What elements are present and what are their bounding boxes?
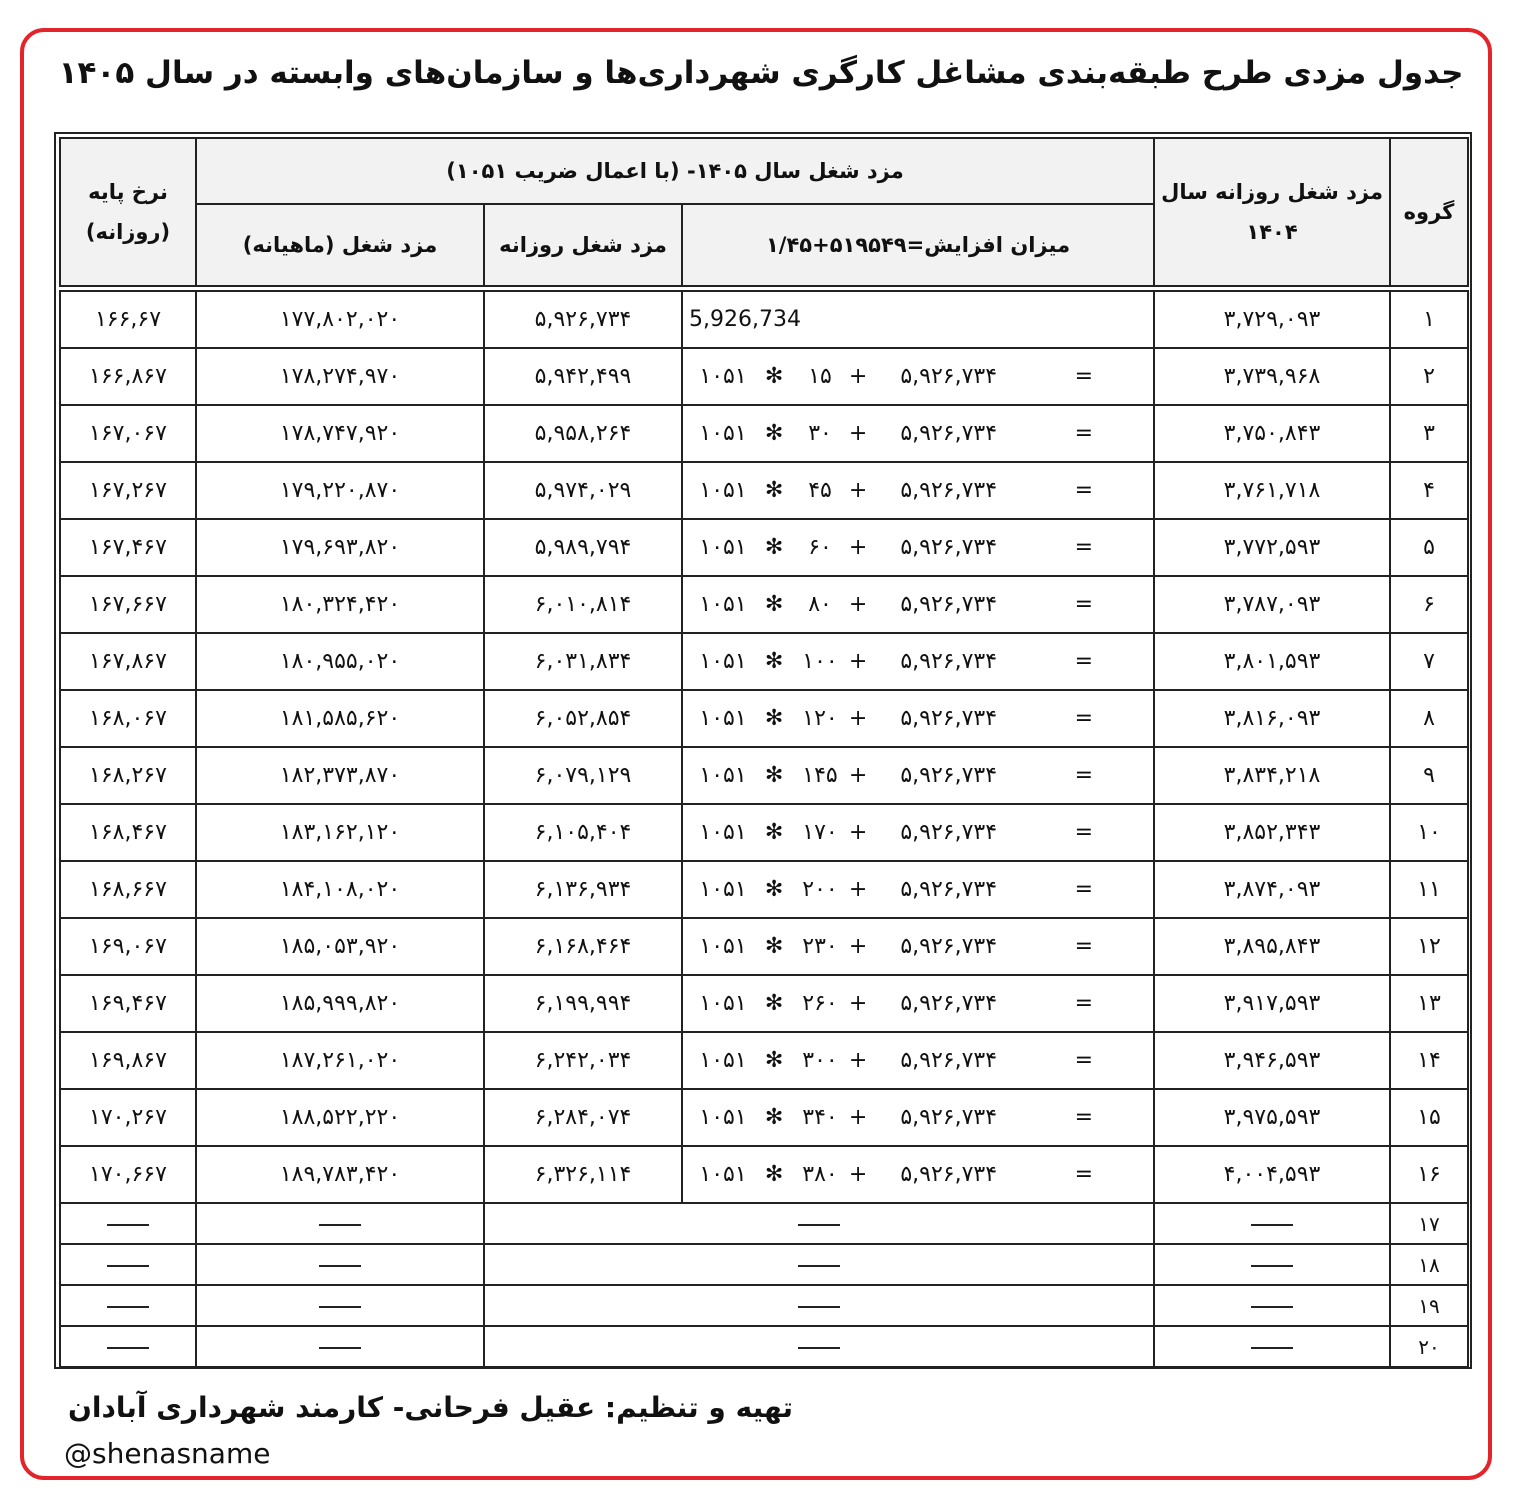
formula-step: ۶۰ — [808, 535, 832, 560]
cell-increase — [682, 576, 1154, 633]
formula-step: ۱۵ — [808, 364, 832, 389]
cell-increase-daily — [484, 1285, 1154, 1326]
header-base-rate: نرخ پایه (روزانه) — [60, 138, 196, 286]
cell-base-rate: ۱۷۰,۲۶۷ — [60, 1089, 196, 1146]
cell-monthly: ۱۸۵,۰۵۳,۹۲۰ — [196, 918, 484, 975]
cell-prev-daily — [1154, 1285, 1390, 1326]
dash-placeholder — [1251, 1306, 1293, 1308]
dash-placeholder — [107, 1265, 149, 1267]
cell-daily: ۶,۲۸۴,۰۷۴ — [484, 1089, 682, 1146]
formula-plus: + — [848, 1162, 868, 1187]
formula-multiplier: ۱۰۵۱ — [699, 820, 747, 845]
formula-star: ✻ — [764, 1105, 784, 1130]
formula-plus: + — [848, 706, 868, 731]
cell-group: ۱۹ — [1390, 1285, 1468, 1326]
increase-formula — [683, 934, 1153, 959]
cell-prev-daily: ۳,۷۵۰,۸۴۳ — [1154, 405, 1390, 462]
table-row — [60, 690, 1468, 747]
formula-equals: = — [1074, 820, 1094, 845]
cell-increase — [682, 1089, 1154, 1146]
header-monthly: مزد شغل (ماهیانه) — [196, 204, 484, 286]
formula-multiplier: ۱۰۵۱ — [699, 1105, 747, 1130]
cell-base-rate: ۱۶۹,۰۶۷ — [60, 918, 196, 975]
formula-step: ۱۴۵ — [802, 763, 838, 788]
formula-star: ✻ — [764, 706, 784, 731]
dash-placeholder — [107, 1347, 149, 1349]
formula-plus: + — [848, 592, 868, 617]
cell-prev-daily: ۴,۰۰۴,۵۹۳ — [1154, 1146, 1390, 1203]
cell-monthly: ۱۸۲,۳۷۳,۸۷۰ — [196, 747, 484, 804]
table-row — [60, 1089, 1468, 1146]
cell-group: ۲۰ — [1390, 1326, 1468, 1367]
formula-star: ✻ — [764, 649, 784, 674]
cell-group: ۱۰ — [1390, 804, 1468, 861]
increase-formula — [683, 991, 1153, 1016]
formula-base: ۵,۹۲۶,۷۳۴ — [900, 991, 998, 1016]
cell-prev-daily — [1154, 1326, 1390, 1367]
cell-group: ۱ — [1390, 291, 1468, 348]
increase-value: 5,926,734 — [689, 307, 801, 332]
cell-daily: ۵,۹۵۸,۲۶۴ — [484, 405, 682, 462]
credit-line: تهیه و تنظیم: عقیل فرحانی- کارمند شهرداری آبادان — [68, 1391, 793, 1424]
cell-base-rate: ۱۶۹,۸۶۷ — [60, 1032, 196, 1089]
cell-daily: ۶,۰۵۲,۸۵۴ — [484, 690, 682, 747]
formula-star: ✻ — [764, 934, 784, 959]
formula-step: ۳۸۰ — [802, 1162, 838, 1187]
table-row — [60, 747, 1468, 804]
cell-group: ۱۲ — [1390, 918, 1468, 975]
cell-base-rate: ۱۶۸,۲۶۷ — [60, 747, 196, 804]
formula-multiplier: ۱۰۵۱ — [699, 1162, 747, 1187]
formula-plus: + — [848, 1105, 868, 1130]
formula-base: ۵,۹۲۶,۷۳۴ — [900, 1162, 998, 1187]
cell-daily: ۶,۱۹۹,۹۹۴ — [484, 975, 682, 1032]
formula-equals: = — [1074, 991, 1094, 1016]
increase-formula — [683, 535, 1153, 560]
cell-base-rate: ۱۷۰,۶۶۷ — [60, 1146, 196, 1203]
formula-multiplier: ۱۰۵۱ — [699, 877, 747, 902]
formula-step: ۳۰۰ — [802, 1048, 838, 1073]
formula-equals: = — [1074, 592, 1094, 617]
table-row — [60, 918, 1468, 975]
formula-star: ✻ — [764, 592, 784, 617]
cell-base-rate — [60, 1326, 196, 1367]
table-row — [60, 633, 1468, 690]
cell-monthly — [196, 1326, 484, 1367]
cell-prev-daily: ۳,۷۲۹,۰۹۳ — [1154, 291, 1390, 348]
header-wage-1405: مزد شغل سال ۱۴۰۵- (با اعمال ضریب ۱۰۵۱) — [196, 138, 1154, 204]
cell-prev-daily: ۳,۸۹۵,۸۴۳ — [1154, 918, 1390, 975]
formula-star: ✻ — [764, 1048, 784, 1073]
increase-formula — [683, 1048, 1153, 1073]
cell-prev-daily: ۳,۷۸۷,۰۹۳ — [1154, 576, 1390, 633]
table-row-empty — [60, 1326, 1468, 1367]
increase-formula — [683, 421, 1153, 446]
formula-star: ✻ — [764, 478, 784, 503]
formula-step: ۲۰۰ — [802, 877, 838, 902]
cell-prev-daily: ۳,۷۷۲,۵۹۳ — [1154, 519, 1390, 576]
formula-star: ✻ — [764, 763, 784, 788]
formula-step: ۲۳۰ — [802, 934, 838, 959]
cell-prev-daily: ۳,۸۰۱,۵۹۳ — [1154, 633, 1390, 690]
cell-increase — [682, 348, 1154, 405]
cell-group: ۱۵ — [1390, 1089, 1468, 1146]
cell-increase-daily — [484, 1244, 1154, 1285]
cell-group: ۱۸ — [1390, 1244, 1468, 1285]
formula-base: ۵,۹۲۶,۷۳۴ — [900, 763, 998, 788]
dash-placeholder — [798, 1265, 840, 1267]
table-row — [60, 519, 1468, 576]
formula-base: ۵,۹۲۶,۷۳۴ — [900, 649, 998, 674]
formula-equals: = — [1074, 478, 1094, 503]
formula-multiplier: ۱۰۵۱ — [699, 421, 747, 446]
cell-increase — [682, 861, 1154, 918]
formula-base: ۵,۹۲۶,۷۳۴ — [900, 706, 998, 731]
dash-placeholder — [798, 1224, 840, 1226]
cell-group: ۳ — [1390, 405, 1468, 462]
increase-formula — [683, 478, 1153, 503]
formula-step: ۱۲۰ — [802, 706, 838, 731]
formula-step: ۸۰ — [808, 592, 832, 617]
formula-base: ۵,۹۲۶,۷۳۴ — [900, 877, 998, 902]
cell-increase — [682, 405, 1154, 462]
formula-star: ✻ — [764, 820, 784, 845]
cell-daily: ۵,۹۷۴,۰۲۹ — [484, 462, 682, 519]
cell-daily: ۶,۳۲۶,۱۱۴ — [484, 1146, 682, 1203]
cell-daily: ۶,۰۷۹,۱۲۹ — [484, 747, 682, 804]
increase-formula — [683, 763, 1153, 788]
formula-step: ۳۰ — [808, 421, 832, 446]
cell-base-rate — [60, 1285, 196, 1326]
cell-daily: ۶,۱۶۸,۴۶۴ — [484, 918, 682, 975]
formula-multiplier: ۱۰۵۱ — [699, 364, 747, 389]
formula-plus: + — [848, 421, 868, 446]
cell-monthly: ۱۸۹,۷۸۳,۴۲۰ — [196, 1146, 484, 1203]
cell-group: ۴ — [1390, 462, 1468, 519]
cell-monthly — [196, 1285, 484, 1326]
cell-group: ۷ — [1390, 633, 1468, 690]
cell-increase — [682, 690, 1154, 747]
cell-group: ۱۶ — [1390, 1146, 1468, 1203]
formula-equals: = — [1074, 1105, 1094, 1130]
cell-group: ۶ — [1390, 576, 1468, 633]
cell-increase — [682, 1146, 1154, 1203]
formula-base: ۵,۹۲۶,۷۳۴ — [900, 934, 998, 959]
cell-monthly: ۱۸۳,۱۶۲,۱۲۰ — [196, 804, 484, 861]
cell-prev-daily: ۳,۸۷۴,۰۹۳ — [1154, 861, 1390, 918]
formula-base: ۵,۹۲۶,۷۳۴ — [900, 421, 998, 446]
dash-placeholder — [1251, 1224, 1293, 1226]
increase-formula — [683, 877, 1153, 902]
cell-increase — [682, 747, 1154, 804]
cell-base-rate: ۱۶۷,۶۶۷ — [60, 576, 196, 633]
formula-plus: + — [848, 1048, 868, 1073]
formula-multiplier: ۱۰۵۱ — [699, 706, 747, 731]
dash-placeholder — [319, 1224, 361, 1226]
cell-group: ۱۳ — [1390, 975, 1468, 1032]
dash-placeholder — [1251, 1265, 1293, 1267]
formula-equals: = — [1074, 706, 1094, 731]
cell-daily: ۶,۱۳۶,۹۳۴ — [484, 861, 682, 918]
dash-placeholder — [798, 1306, 840, 1308]
formula-base: ۵,۹۲۶,۷۳۴ — [900, 1048, 998, 1073]
cell-monthly: ۱۷۹,۲۲۰,۸۷۰ — [196, 462, 484, 519]
formula-base: ۵,۹۲۶,۷۳۴ — [900, 535, 998, 560]
table-row — [60, 462, 1468, 519]
increase-formula — [683, 1162, 1153, 1187]
cell-prev-daily — [1154, 1244, 1390, 1285]
cell-group: ۱۷ — [1390, 1203, 1468, 1244]
table-row — [60, 291, 1468, 348]
formula-multiplier: ۱۰۵۱ — [699, 535, 747, 560]
cell-group: ۹ — [1390, 747, 1468, 804]
header-increase: میزان افزایش=۵۱۹۵۴۹+۱/۴۵ — [682, 204, 1154, 286]
formula-equals: = — [1074, 535, 1094, 560]
cell-monthly: ۱۷۸,۷۴۷,۹۲۰ — [196, 405, 484, 462]
cell-base-rate: ۱۶۸,۴۶۷ — [60, 804, 196, 861]
formula-plus: + — [848, 364, 868, 389]
cell-base-rate: ۱۶۸,۶۶۷ — [60, 861, 196, 918]
cell-monthly — [196, 1244, 484, 1285]
cell-increase-daily — [484, 1203, 1154, 1244]
cell-monthly: ۱۷۹,۶۹۳,۸۲۰ — [196, 519, 484, 576]
cell-prev-daily: ۳,۷۳۹,۹۶۸ — [1154, 348, 1390, 405]
formula-step: ۱۰۰ — [802, 649, 838, 674]
cell-group: ۵ — [1390, 519, 1468, 576]
formula-multiplier: ۱۰۵۱ — [699, 763, 747, 788]
cell-monthly: ۱۸۰,۹۵۵,۰۲۰ — [196, 633, 484, 690]
cell-group: ۱۴ — [1390, 1032, 1468, 1089]
formula-star: ✻ — [764, 1162, 784, 1187]
cell-monthly: ۱۸۱,۵۸۵,۶۲۰ — [196, 690, 484, 747]
cell-base-rate: ۱۶۷,۸۶۷ — [60, 633, 196, 690]
increase-formula — [683, 649, 1153, 674]
formula-step: ۲۶۰ — [802, 991, 838, 1016]
cell-prev-daily: ۳,۷۶۱,۷۱۸ — [1154, 462, 1390, 519]
cell-group: ۱۱ — [1390, 861, 1468, 918]
increase-formula — [683, 820, 1153, 845]
cell-monthly: ۱۸۸,۵۲۲,۲۲۰ — [196, 1089, 484, 1146]
table-row — [60, 1146, 1468, 1203]
formula-multiplier: ۱۰۵۱ — [699, 592, 747, 617]
cell-monthly: ۱۸۰,۳۲۴,۴۲۰ — [196, 576, 484, 633]
cell-monthly: ۱۷۷,۸۰۲,۰۲۰ — [196, 291, 484, 348]
formula-base: ۵,۹۲۶,۷۳۴ — [900, 364, 998, 389]
cell-daily: ۶,۱۰۵,۴۰۴ — [484, 804, 682, 861]
header-group: گروه — [1390, 138, 1468, 286]
cell-base-rate — [60, 1203, 196, 1244]
formula-equals: = — [1074, 1162, 1094, 1187]
cell-increase — [682, 291, 1154, 348]
formula-star: ✻ — [764, 877, 784, 902]
header-daily: مزد شغل روزانه — [484, 204, 682, 286]
formula-multiplier: ۱۰۵۱ — [699, 934, 747, 959]
cell-daily: ۵,۹۴۲,۴۹۹ — [484, 348, 682, 405]
cell-daily: ۵,۹۲۶,۷۳۴ — [484, 291, 682, 348]
cell-increase — [682, 918, 1154, 975]
formula-plus: + — [848, 934, 868, 959]
formula-star: ✻ — [764, 991, 784, 1016]
dash-placeholder — [319, 1347, 361, 1349]
formula-star: ✻ — [764, 364, 784, 389]
formula-equals: = — [1074, 649, 1094, 674]
dash-placeholder — [107, 1224, 149, 1226]
cell-base-rate: ۱۶۷,۲۶۷ — [60, 462, 196, 519]
formula-step: ۳۴۰ — [802, 1105, 838, 1130]
formula-equals: = — [1074, 1048, 1094, 1073]
cell-prev-daily: ۳,۸۵۲,۳۴۳ — [1154, 804, 1390, 861]
dash-placeholder — [319, 1265, 361, 1267]
page-title: جدول مزدی طرح طبقه‌بندی مشاغل کارگری شهرداری‌ها و سازمان‌های وابسته در سال ۱۴۰۵ — [58, 55, 1464, 91]
formula-star: ✻ — [764, 421, 784, 446]
formula-plus: + — [848, 820, 868, 845]
cell-prev-daily: ۳,۸۱۶,۰۹۳ — [1154, 690, 1390, 747]
cell-daily: ۶,۰۱۰,۸۱۴ — [484, 576, 682, 633]
cell-daily: ۶,۲۴۲,۰۳۴ — [484, 1032, 682, 1089]
dash-placeholder — [107, 1306, 149, 1308]
cell-prev-daily: ۳,۸۳۴,۲۱۸ — [1154, 747, 1390, 804]
cell-group: ۲ — [1390, 348, 1468, 405]
cell-monthly: ۱۷۸,۲۷۴,۹۷۰ — [196, 348, 484, 405]
formula-plus: + — [848, 763, 868, 788]
dash-placeholder — [798, 1347, 840, 1349]
cell-daily: ۵,۹۸۹,۷۹۴ — [484, 519, 682, 576]
cell-base-rate: ۱۶۸,۰۶۷ — [60, 690, 196, 747]
formula-step: ۴۵ — [808, 478, 832, 503]
increase-formula — [683, 1105, 1153, 1130]
formula-base: ۵,۹۲۶,۷۳۴ — [900, 1105, 998, 1130]
formula-plus: + — [848, 649, 868, 674]
social-handle: @shenasname — [64, 1437, 271, 1470]
formula-step: ۱۷۰ — [802, 820, 838, 845]
formula-plus: + — [848, 991, 868, 1016]
table-row — [60, 1032, 1468, 1089]
cell-increase — [682, 462, 1154, 519]
wage-table — [59, 137, 1469, 1368]
formula-plus: + — [848, 478, 868, 503]
cell-monthly: ۱۸۷,۲۶۱,۰۲۰ — [196, 1032, 484, 1089]
cell-monthly: ۱۸۵,۹۹۹,۸۲۰ — [196, 975, 484, 1032]
formula-multiplier: ۱۰۵۱ — [699, 1048, 747, 1073]
cell-increase — [682, 519, 1154, 576]
formula-base: ۵,۹۲۶,۷۳۴ — [900, 478, 998, 503]
formula-equals: = — [1074, 364, 1094, 389]
table-body — [60, 286, 1468, 1367]
table-row-empty — [60, 1203, 1468, 1244]
cell-increase — [682, 804, 1154, 861]
formula-plus: + — [848, 877, 868, 902]
increase-formula — [683, 592, 1153, 617]
cell-increase-daily — [484, 1326, 1154, 1367]
cell-group: ۸ — [1390, 690, 1468, 747]
cell-increase — [682, 633, 1154, 690]
table-row — [60, 576, 1468, 633]
table-row-empty — [60, 1244, 1468, 1285]
formula-star: ✻ — [764, 535, 784, 560]
cell-increase — [682, 975, 1154, 1032]
header-prev-daily: مزد شغل روزانه سال ۱۴۰۴ — [1154, 138, 1390, 286]
cell-base-rate: ۱۶۹,۴۶۷ — [60, 975, 196, 1032]
table-row — [60, 861, 1468, 918]
table-row — [60, 348, 1468, 405]
formula-equals: = — [1074, 877, 1094, 902]
formula-equals: = — [1074, 421, 1094, 446]
cell-prev-daily: ۳,۹۱۷,۵۹۳ — [1154, 975, 1390, 1032]
formula-equals: = — [1074, 934, 1094, 959]
cell-base-rate: ۱۶۷,۰۶۷ — [60, 405, 196, 462]
cell-monthly — [196, 1203, 484, 1244]
cell-base-rate: ۱۶۷,۴۶۷ — [60, 519, 196, 576]
increase-formula — [683, 364, 1153, 389]
formula-equals: = — [1074, 763, 1094, 788]
cell-prev-daily: ۳,۹۴۶,۵۹۳ — [1154, 1032, 1390, 1089]
dash-placeholder — [1251, 1347, 1293, 1349]
table-row-empty — [60, 1285, 1468, 1326]
formula-base: ۵,۹۲۶,۷۳۴ — [900, 820, 998, 845]
cell-base-rate: ۱۶۶,۸۶۷ — [60, 348, 196, 405]
cell-base-rate: ۱۶۶,۶۷ — [60, 291, 196, 348]
cell-prev-daily — [1154, 1203, 1390, 1244]
formula-multiplier: ۱۰۵۱ — [699, 991, 747, 1016]
formula-multiplier: ۱۰۵۱ — [699, 478, 747, 503]
formula-base: ۵,۹۲۶,۷۳۴ — [900, 592, 998, 617]
formula-multiplier: ۱۰۵۱ — [699, 649, 747, 674]
formula-plus: + — [848, 535, 868, 560]
cell-prev-daily: ۳,۹۷۵,۵۹۳ — [1154, 1089, 1390, 1146]
table-row — [60, 804, 1468, 861]
increase-formula — [683, 706, 1153, 731]
table-row — [60, 405, 1468, 462]
table-row — [60, 975, 1468, 1032]
cell-daily: ۶,۰۳۱,۸۳۴ — [484, 633, 682, 690]
cell-monthly: ۱۸۴,۱۰۸,۰۲۰ — [196, 861, 484, 918]
dash-placeholder — [319, 1306, 361, 1308]
cell-base-rate — [60, 1244, 196, 1285]
cell-increase — [682, 1032, 1154, 1089]
